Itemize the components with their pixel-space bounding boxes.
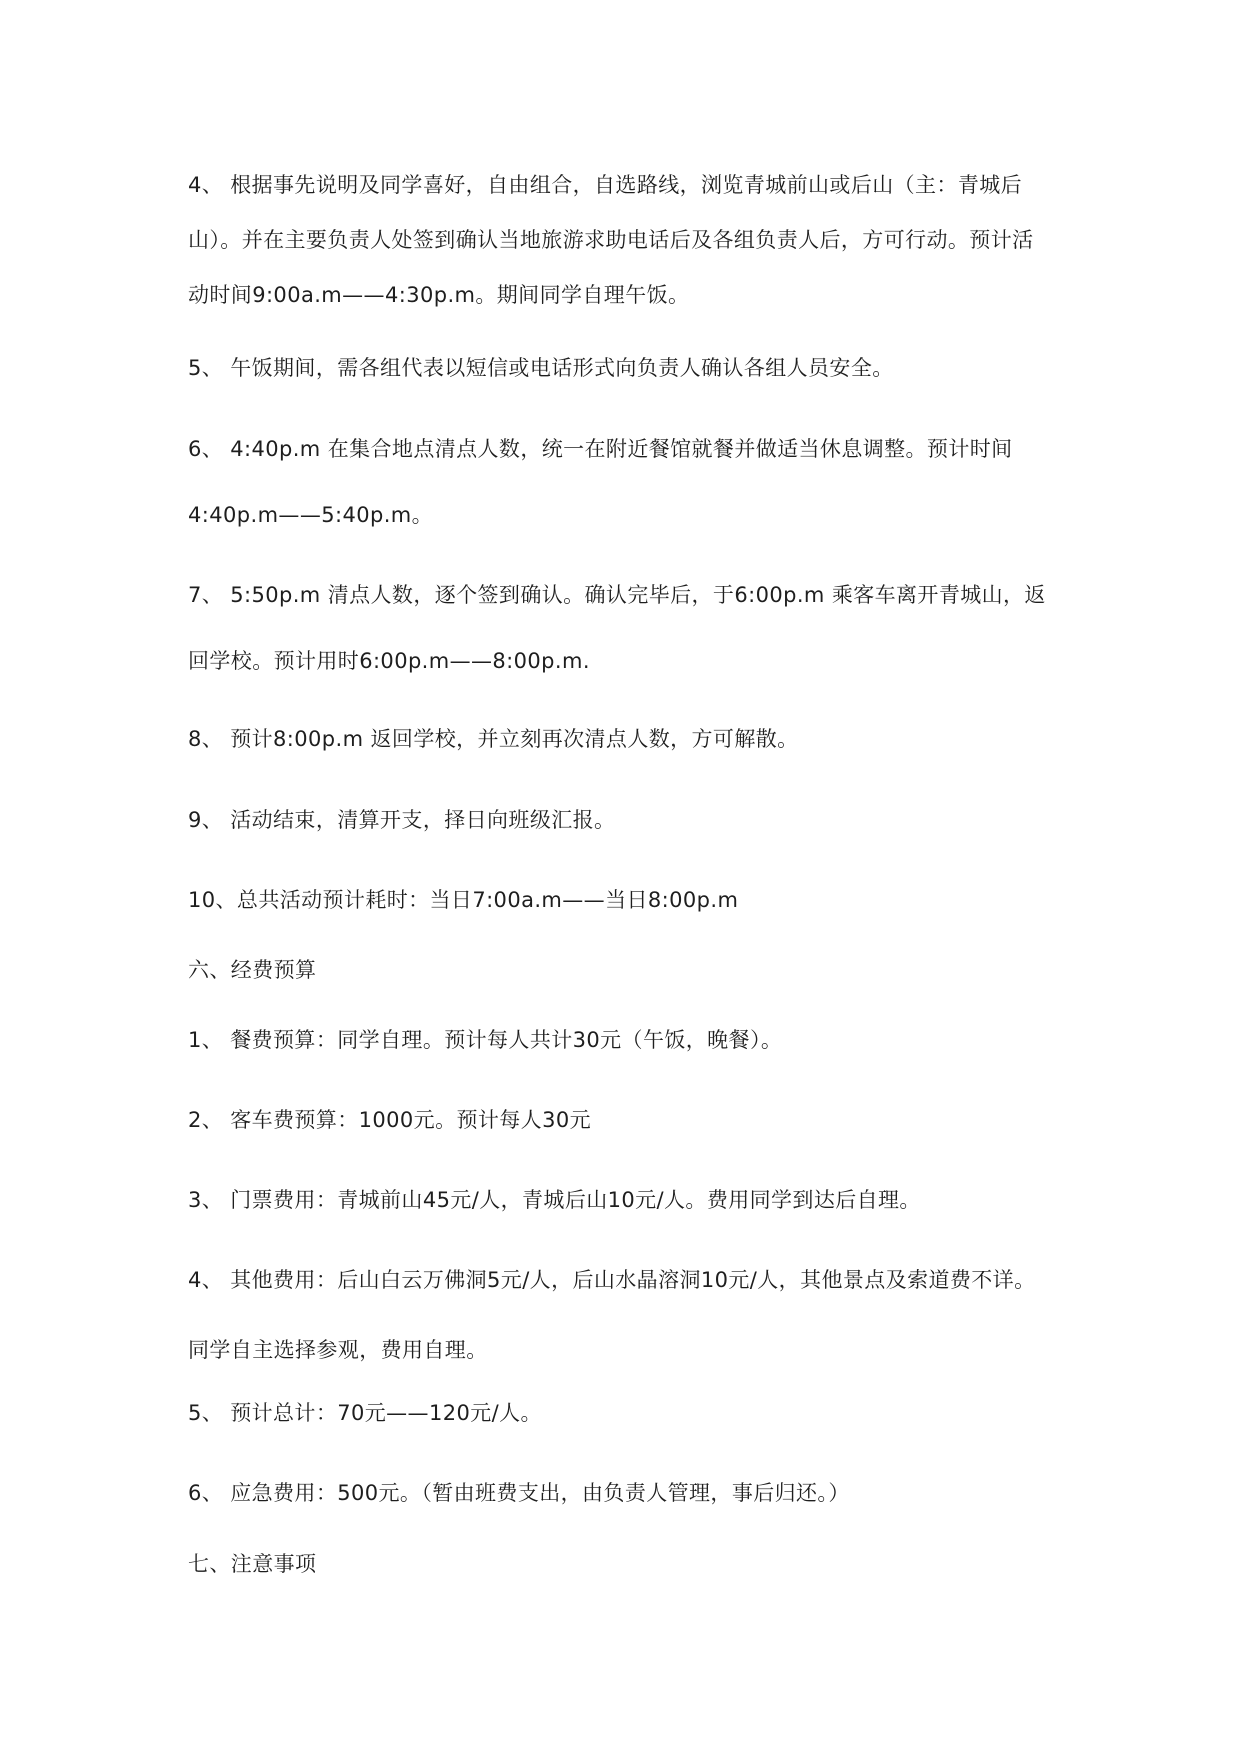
schedule-item-10: 10、总共活动预计耗时：当日7:00a.m——当日8:00p.m [188, 888, 739, 912]
budget-heading: 六、经费预算 [188, 958, 317, 982]
budget-item-4-line-1: 4、 其他费用：后山白云万佛洞5元/人，后山水晶溶洞10元/人，其他景点及索道费不详。 [188, 1268, 1036, 1292]
schedule-item-8: 8、 预计8:00p.m 返回学校，并立刻再次清点人数，方可解散。 [188, 727, 799, 751]
schedule-item-6-line-2: 4:40p.m——5:40p.m。 [188, 503, 434, 527]
budget-item-6: 6、 应急费用：500元。（暂由班费支出，由负责人管理，事后归还。） [188, 1481, 850, 1505]
budget-item-5: 5、 预计总计：70元——120元/人。 [188, 1401, 542, 1425]
schedule-item-4-line-2: 山）。并在主要负责人处签到确认当地旅游求助电话后及各组负责人后，方可行动。预计活 [188, 228, 1034, 252]
schedule-item-4-line-3: 动时间9:00a.m——4:30p.m。期间同学自理午饭。 [188, 283, 690, 307]
schedule-item-9: 9、 活动结束，清算开支，择日向班级汇报。 [188, 808, 616, 832]
schedule-item-7-line-1: 7、 5:50p.m 清点人数，逐个签到确认。确认完毕后，于6:00p.m 乘客车离开青城山，返 [188, 583, 1046, 607]
schedule-item-4-line-1: 4、 根据事先说明及同学喜好，自由组合，自选路线，浏览青城前山或后山（主：青城后 [188, 173, 1023, 197]
schedule-item-6-line-1: 6、 4:40p.m 在集合地点清点人数，统一在附近餐馆就餐并做适当休息调整。预计时间 [188, 437, 1013, 461]
schedule-item-7-line-2: 回学校。预计用时6:00p.m——8:00p.m. [188, 649, 590, 673]
budget-item-2: 2、 客车费预算：1000元。预计每人30元 [188, 1108, 591, 1132]
budget-item-4-line-2: 同学自主选择参观，费用自理。 [188, 1338, 488, 1362]
budget-item-3: 3、 门票费用：青城前山45元/人，青城后山10元/人。费用同学到达后自理。 [188, 1188, 921, 1212]
budget-item-1: 1、 餐费预算：同学自理。预计每人共计30元（午饭，晚餐）。 [188, 1028, 783, 1052]
schedule-item-5: 5、 午饭期间，需各组代表以短信或电话形式向负责人确认各组人员安全。 [188, 356, 894, 380]
notes-heading: 七、注意事项 [188, 1552, 317, 1576]
